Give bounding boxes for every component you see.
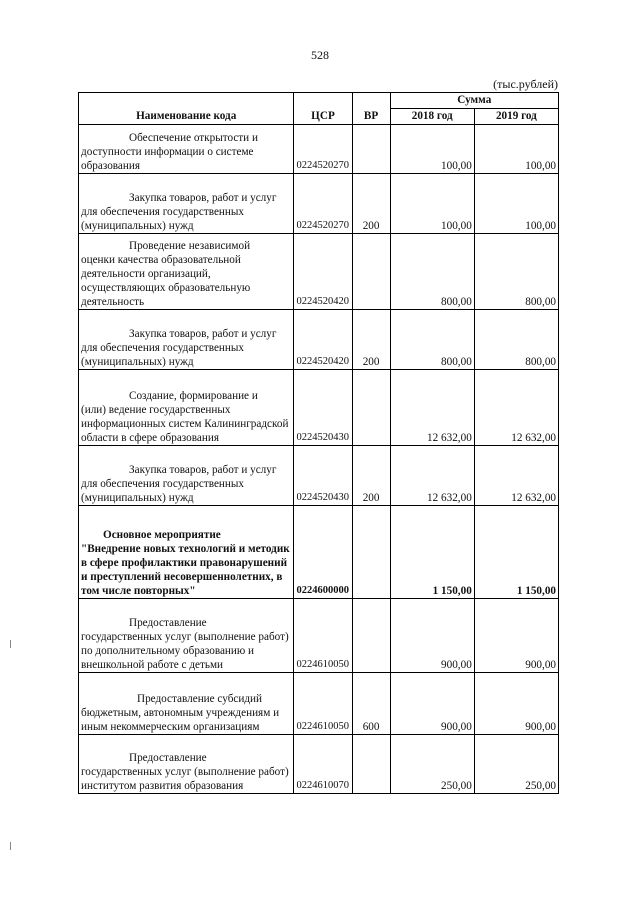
- table-row: [79, 174, 559, 234]
- table-row: [79, 735, 559, 794]
- header-row-top: [79, 93, 559, 109]
- row-name: [79, 310, 294, 370]
- table-row: [79, 673, 559, 735]
- row-name-rest: (или) ведение государственных информационных систем Калининградской области в сфере образования: [81, 404, 289, 444]
- table-row: [79, 125, 559, 174]
- row-name: [79, 370, 294, 446]
- header-vr: ВР: [352, 93, 390, 125]
- row-name: [79, 599, 294, 673]
- table-row: [79, 234, 559, 310]
- row-amount-2018: 100,00: [390, 125, 474, 174]
- row-amount-2019: 12 632,00: [474, 446, 558, 506]
- row-amount-2019: 900,00: [474, 673, 558, 735]
- row-csr: 0224610070: [294, 735, 352, 794]
- row-csr: 0224520430: [294, 370, 352, 446]
- row-amount-2018: 800,00: [390, 310, 474, 370]
- row-name-first: Закупка товаров, работ и услуг: [129, 192, 277, 204]
- row-csr: 0224520270: [294, 125, 352, 174]
- table-row: [79, 370, 559, 446]
- table-row: [79, 599, 559, 673]
- row-amount-2018: 100,00: [390, 174, 474, 234]
- row-name: [79, 446, 294, 506]
- row-csr: 0224610050: [294, 599, 352, 673]
- header-year-2018: 2018 год: [390, 109, 474, 125]
- row-vr: [352, 506, 390, 599]
- scan-margin-mark: [10, 640, 11, 648]
- row-name-rest: для обеспечения государственных (муниципальных) нужд: [81, 342, 245, 368]
- row-amount-2019: 800,00: [474, 310, 558, 370]
- row-name-rest: для обеспечения государственных (муниципальных) нужд: [81, 478, 245, 504]
- row-amount-2019: 100,00: [474, 174, 558, 234]
- row-name-rest: государственных услуг (выполнение работ) институтом развития образования: [81, 766, 289, 792]
- row-csr: 0224520430: [294, 446, 352, 506]
- row-name-first: Предоставление: [129, 617, 207, 629]
- row-amount-2018: 12 632,00: [390, 446, 474, 506]
- budget-table: [78, 92, 559, 794]
- row-name-rest: оценки качества образовательной деятельности организаций, осуществляющих образовательную деятельность: [81, 254, 251, 308]
- row-name: [79, 234, 294, 310]
- row-amount-2019: 800,00: [474, 234, 558, 310]
- row-amount-2018: 12 632,00: [390, 370, 474, 446]
- row-amount-2019: 250,00: [474, 735, 558, 794]
- row-csr: 0224610050: [294, 673, 352, 735]
- row-name: [79, 125, 294, 174]
- row-amount-2019: 1 150,00: [474, 506, 558, 599]
- row-vr: [352, 370, 390, 446]
- row-csr: 0224520420: [294, 310, 352, 370]
- row-name-first: Предоставление субсидий: [137, 693, 263, 705]
- page-number: 528: [311, 48, 329, 62]
- table-row: [79, 310, 559, 370]
- header-sum: Сумма: [390, 93, 558, 109]
- row-vr: [352, 125, 390, 174]
- table-row: [79, 506, 559, 599]
- row-vr: 600: [352, 673, 390, 735]
- row-name-rest: доступности информации о системе образования: [81, 146, 254, 172]
- row-name-first: Проведение независимой: [129, 240, 251, 252]
- scan-margin-mark: [10, 842, 11, 850]
- row-csr: 0224600000: [294, 506, 352, 599]
- header-year-2019: 2019 год: [474, 109, 558, 125]
- row-name-first: Закупка товаров, работ и услуг: [129, 328, 277, 340]
- row-amount-2019: 900,00: [474, 599, 558, 673]
- row-name-rest: бюджетным, автономным учреждениям и иным некоммерческим организациям: [81, 707, 280, 733]
- row-name-rest: для обеспечения государственных (муниципальных) нужд: [81, 206, 245, 232]
- row-vr: [352, 234, 390, 310]
- header-name: Наименование кода: [79, 93, 294, 125]
- row-name: [79, 174, 294, 234]
- row-vr: [352, 735, 390, 794]
- row-vr: [352, 599, 390, 673]
- table-row: [79, 446, 559, 506]
- row-name-rest: государственных услуг (выполнение работ) по дополнительному образованию и внешкольной работе с детьми: [81, 631, 289, 671]
- row-amount-2018: 900,00: [390, 599, 474, 673]
- row-name: [79, 506, 294, 599]
- row-vr: 200: [352, 446, 390, 506]
- row-amount-2018: 900,00: [390, 673, 474, 735]
- row-name: [79, 673, 294, 735]
- header-csr: ЦСР: [294, 93, 352, 125]
- row-amount-2018: 250,00: [390, 735, 474, 794]
- row-amount-2018: 1 150,00: [390, 506, 474, 599]
- row-csr: 0224520270: [294, 174, 352, 234]
- row-csr: 0224520420: [294, 234, 352, 310]
- row-name-first: Создание, формирование и: [129, 390, 258, 402]
- row-vr: 200: [352, 310, 390, 370]
- row-name-first: Закупка товаров, работ и услуг: [129, 464, 277, 476]
- row-name-first: Основное мероприятие: [103, 529, 221, 541]
- row-amount-2019: 100,00: [474, 125, 558, 174]
- row-name-first: Обеспечение открытости и: [129, 132, 258, 144]
- row-name-first: Предоставление: [129, 752, 207, 764]
- row-vr: 200: [352, 174, 390, 234]
- row-name: [79, 735, 294, 794]
- row-amount-2018: 800,00: [390, 234, 474, 310]
- row-name-rest: "Внедрение новых технологий и методик в сфере профилактики правонарушений и преступлений несовершеннолетних, в том числе повторных": [81, 543, 290, 597]
- units-label: (тыс.рублей): [493, 77, 558, 91]
- row-amount-2019: 12 632,00: [474, 370, 558, 446]
